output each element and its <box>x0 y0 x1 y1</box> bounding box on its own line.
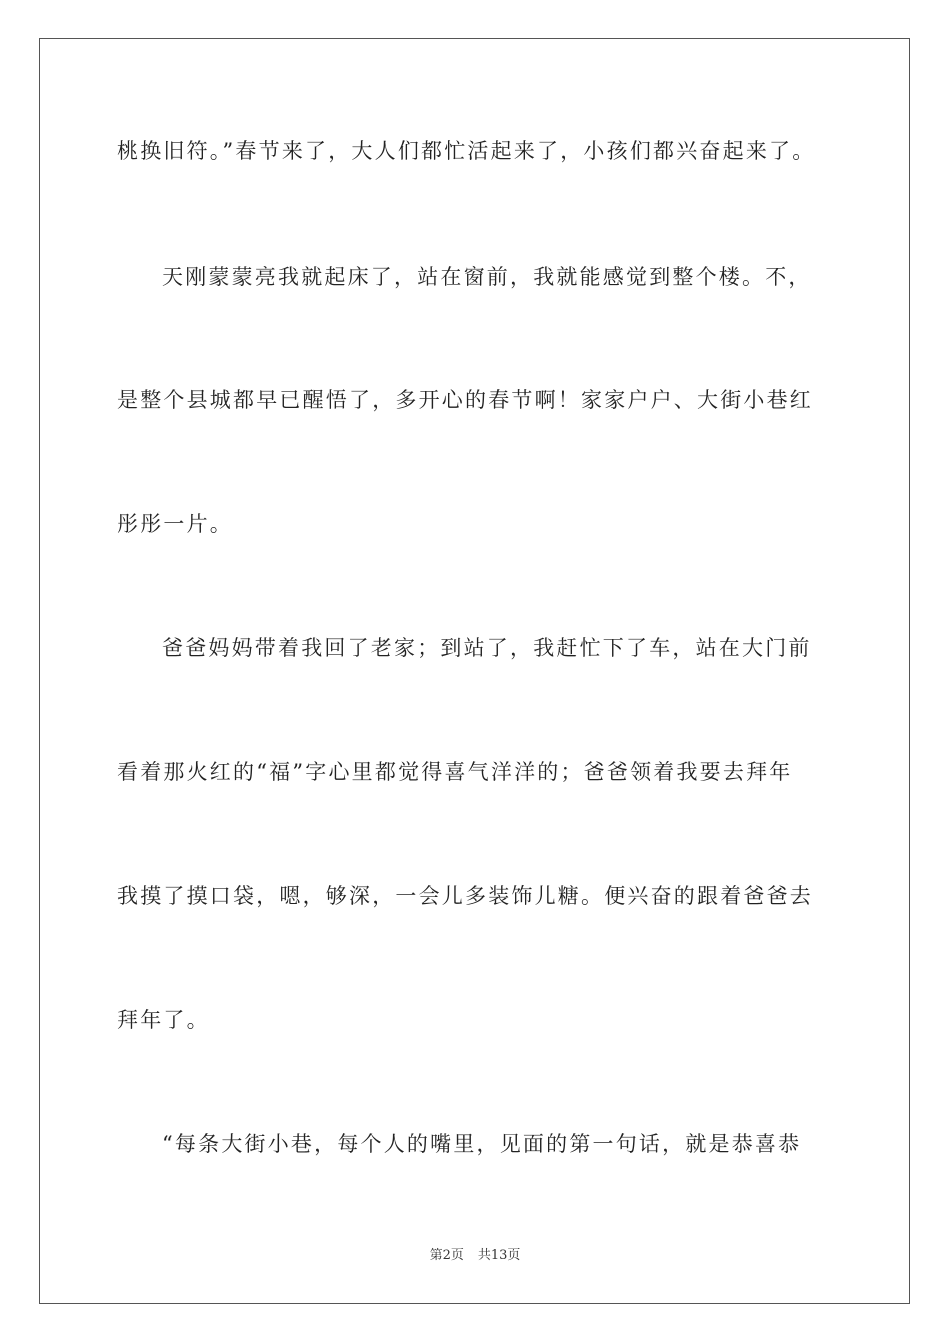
page-footer <box>0 1247 950 1265</box>
total-pages: 共13页 <box>477 1248 521 1263</box>
paragraph-line: 看着那火红的“福”字心里都觉得喜气洋洋的；爸爸领着我要去拜年 <box>117 760 793 784</box>
paragraph-line: 我摸了摸口袋，嗯，够深，一会儿多装饰儿糖。便兴奋的跟着爸爸去 <box>117 884 813 908</box>
paragraph-line: 是整个县城都早已醒悟了，多开心的春节啊！家家户户、大街小巷红 <box>117 388 813 412</box>
paragraph-line: “每条大街小巷，每个人的嘴里，见面的第一句话，就是恭喜恭 <box>162 1132 802 1156</box>
paragraph-line: 彤彤一片。 <box>117 512 233 536</box>
page-number: 第2页 <box>429 1248 464 1263</box>
paragraph-line: 天刚蒙蒙亮我就起床了，站在窗前，我就能感觉到整个楼。不， <box>162 265 812 289</box>
page-border <box>39 38 910 1304</box>
paragraph-line: 桃换旧符。”春节来了，大人们都忙活起来了，小孩们都兴奋起来了。 <box>117 139 816 163</box>
paragraph-line: 拜年了。 <box>117 1008 210 1032</box>
paragraph-line: 爸爸妈妈带着我回了老家；到站了，我赶忙下了车，站在大门前 <box>162 636 812 660</box>
